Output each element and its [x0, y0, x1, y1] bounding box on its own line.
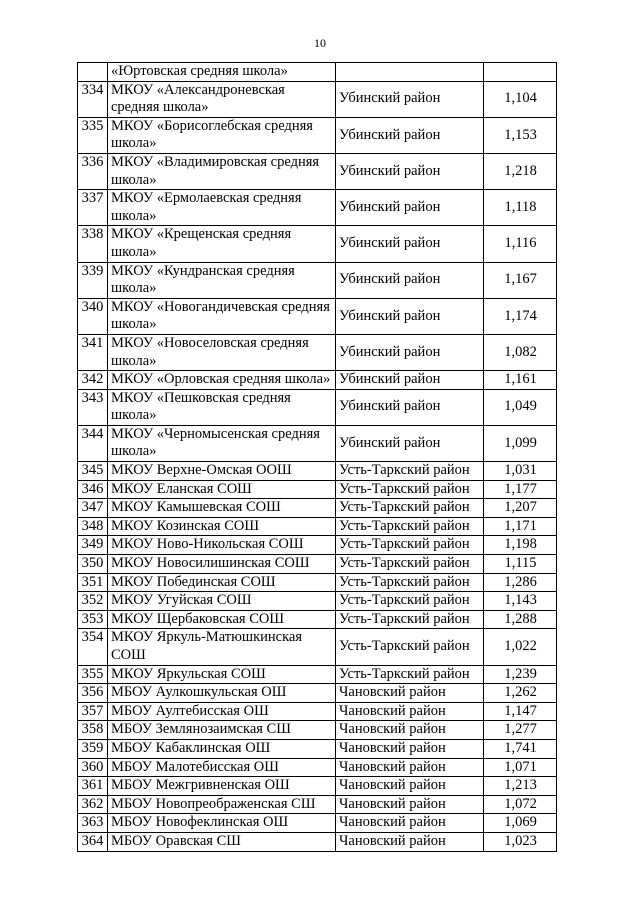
row-number: 360 — [78, 758, 108, 777]
row-number: 340 — [78, 298, 108, 334]
table-row — [78, 117, 557, 153]
school-name: МКОУ «Пешковская средняя школа» — [108, 389, 336, 425]
school-name: МКОУ «Александроневская средняя школа» — [108, 81, 336, 117]
coefficient-value: 1,213 — [484, 777, 557, 796]
row-number: 336 — [78, 153, 108, 189]
coefficient-value: 1,023 — [484, 832, 557, 851]
district-name: Убинский район — [336, 226, 484, 262]
district-name: Убинский район — [336, 117, 484, 153]
district-name: Усть-Таркский район — [336, 480, 484, 499]
row-number: 363 — [78, 814, 108, 833]
district-name: Усть-Таркский район — [336, 499, 484, 518]
district-name: Усть-Таркский район — [336, 536, 484, 555]
district-name: Чановский район — [336, 721, 484, 740]
table-row — [78, 462, 557, 481]
row-number: 338 — [78, 226, 108, 262]
table-row — [78, 334, 557, 370]
coefficient-value: 1,099 — [484, 425, 557, 461]
row-number: 354 — [78, 629, 108, 665]
row-number: 350 — [78, 555, 108, 574]
table-row — [78, 684, 557, 703]
district-name: Усть-Таркский район — [336, 555, 484, 574]
school-name: МКОУ «Борисоглебская средняя школа» — [108, 117, 336, 153]
coefficient-value: 1,022 — [484, 629, 557, 665]
coefficient-value: 1,207 — [484, 499, 557, 518]
table-row — [78, 721, 557, 740]
school-name: МКОУ «Владимировская средняя школа» — [108, 153, 336, 189]
table-row — [78, 63, 557, 82]
school-name: МКОУ Яркуль-Матюшкинская СОШ — [108, 629, 336, 665]
school-name: МБОУ Новопреображенская СШ — [108, 795, 336, 814]
row-number: 334 — [78, 81, 108, 117]
table-row — [78, 480, 557, 499]
row-number: 353 — [78, 610, 108, 629]
school-name: МКОУ Угуйская СОШ — [108, 592, 336, 611]
school-name: МКОУ «Ермолаевская средняя школа» — [108, 190, 336, 226]
school-name: МКОУ «Новогандичевская средняя школа» — [108, 298, 336, 334]
row-number: 359 — [78, 739, 108, 758]
row-number: 351 — [78, 573, 108, 592]
school-name: МБОУ Кабаклинская ОШ — [108, 739, 336, 758]
school-name: МБОУ Межгривненская ОШ — [108, 777, 336, 796]
schools-table — [77, 62, 557, 852]
table-row — [78, 665, 557, 684]
school-name: МКОУ «Орловская средняя школа» — [108, 371, 336, 390]
school-name: МБОУ Оравская СШ — [108, 832, 336, 851]
table-row — [78, 262, 557, 298]
district-name: Убинский район — [336, 262, 484, 298]
table-row — [78, 702, 557, 721]
row-number: 347 — [78, 499, 108, 518]
school-name: МКОУ «Новоселовская средняя школа» — [108, 334, 336, 370]
coefficient-value: 1,288 — [484, 610, 557, 629]
district-name: Усть-Таркский район — [336, 665, 484, 684]
coefficient-value: 1,218 — [484, 153, 557, 189]
row-number: 345 — [78, 462, 108, 481]
school-name: МКОУ Новосилишинская СОШ — [108, 555, 336, 574]
coefficient-value: 1,071 — [484, 758, 557, 777]
school-name: МБОУ Малотебисская ОШ — [108, 758, 336, 777]
table-row — [78, 190, 557, 226]
coefficient-value: 1,198 — [484, 536, 557, 555]
district-name: Убинский район — [336, 298, 484, 334]
table-row — [78, 758, 557, 777]
row-number: 343 — [78, 389, 108, 425]
coefficient-value: 1,167 — [484, 262, 557, 298]
school-name: МКОУ «Черномысенская средняя школа» — [108, 425, 336, 461]
school-name: МКОУ Еланская СОШ — [108, 480, 336, 499]
coefficient-value — [484, 63, 557, 82]
row-number: 337 — [78, 190, 108, 226]
coefficient-value: 1,161 — [484, 371, 557, 390]
coefficient-value: 1,286 — [484, 573, 557, 592]
district-name: Усть-Таркский район — [336, 610, 484, 629]
school-name: МКОУ Камышевская СОШ — [108, 499, 336, 518]
school-name: МБОУ Новофеклинская ОШ — [108, 814, 336, 833]
row-number: 341 — [78, 334, 108, 370]
table-row — [78, 517, 557, 536]
school-name: МКОУ «Крещенская средняя школа» — [108, 226, 336, 262]
coefficient-value: 1,069 — [484, 814, 557, 833]
row-number: 342 — [78, 371, 108, 390]
district-name: Чановский район — [336, 832, 484, 851]
district-name — [336, 63, 484, 82]
row-number: 339 — [78, 262, 108, 298]
row-number: 361 — [78, 777, 108, 796]
table-row — [78, 610, 557, 629]
district-name: Чановский район — [336, 795, 484, 814]
coefficient-value: 1,239 — [484, 665, 557, 684]
district-name: Усть-Таркский район — [336, 462, 484, 481]
school-name: МКОУ «Кундранская средняя школа» — [108, 262, 336, 298]
coefficient-value: 1,072 — [484, 795, 557, 814]
district-name: Чановский район — [336, 758, 484, 777]
district-name: Усть-Таркский район — [336, 517, 484, 536]
row-number: 358 — [78, 721, 108, 740]
row-number: 357 — [78, 702, 108, 721]
table-row — [78, 536, 557, 555]
coefficient-value: 1,143 — [484, 592, 557, 611]
coefficient-value: 1,171 — [484, 517, 557, 536]
district-name: Чановский район — [336, 684, 484, 703]
coefficient-value: 1,262 — [484, 684, 557, 703]
coefficient-value: 1,118 — [484, 190, 557, 226]
row-number: 355 — [78, 665, 108, 684]
school-name: МБОУ Аулкошкульская ОШ — [108, 684, 336, 703]
table-row — [78, 777, 557, 796]
table-row — [78, 832, 557, 851]
row-number: 348 — [78, 517, 108, 536]
school-name: МКОУ Верхне-Омская ООШ — [108, 462, 336, 481]
row-number: 362 — [78, 795, 108, 814]
coefficient-value: 1,082 — [484, 334, 557, 370]
coefficient-value: 1,116 — [484, 226, 557, 262]
school-name: МБОУ Аултебисская ОШ — [108, 702, 336, 721]
district-name: Усть-Таркский район — [336, 573, 484, 592]
table-row — [78, 814, 557, 833]
coefficient-value: 1,115 — [484, 555, 557, 574]
district-name: Убинский район — [336, 190, 484, 226]
table-row — [78, 371, 557, 390]
table-row — [78, 389, 557, 425]
district-name: Чановский район — [336, 814, 484, 833]
table-row — [78, 739, 557, 758]
school-name: МКОУ Побединская СОШ — [108, 573, 336, 592]
coefficient-value: 1,104 — [484, 81, 557, 117]
district-name: Убинский район — [336, 81, 484, 117]
district-name: Убинский район — [336, 425, 484, 461]
schools-table-body — [78, 63, 557, 852]
table-row — [78, 81, 557, 117]
coefficient-value: 1,153 — [484, 117, 557, 153]
school-name: МКОУ Козинская СОШ — [108, 517, 336, 536]
row-number: 349 — [78, 536, 108, 555]
table-row — [78, 629, 557, 665]
row-number — [78, 63, 108, 82]
coefficient-value: 1,277 — [484, 721, 557, 740]
row-number: 346 — [78, 480, 108, 499]
coefficient-value: 1,147 — [484, 702, 557, 721]
school-name: МКОУ Яркульская СОШ — [108, 665, 336, 684]
district-name: Чановский район — [336, 739, 484, 758]
row-number: 335 — [78, 117, 108, 153]
district-name: Убинский район — [336, 334, 484, 370]
coefficient-value: 1,177 — [484, 480, 557, 499]
table-row — [78, 795, 557, 814]
row-number: 352 — [78, 592, 108, 611]
district-name: Чановский район — [336, 777, 484, 796]
row-number: 344 — [78, 425, 108, 461]
school-name: «Юртовская средняя школа» — [108, 63, 336, 82]
district-name: Чановский район — [336, 702, 484, 721]
school-name: МКОУ Щербаковская СОШ — [108, 610, 336, 629]
district-name: Убинский район — [336, 371, 484, 390]
table-row — [78, 592, 557, 611]
row-number: 356 — [78, 684, 108, 703]
school-name: МБОУ Землянозаимская СШ — [108, 721, 336, 740]
district-name: Усть-Таркский район — [336, 629, 484, 665]
district-name: Усть-Таркский район — [336, 592, 484, 611]
coefficient-value: 1,741 — [484, 739, 557, 758]
page-number: 10 — [314, 36, 326, 50]
row-number: 364 — [78, 832, 108, 851]
district-name: Убинский район — [336, 389, 484, 425]
district-name: Убинский район — [336, 153, 484, 189]
table-row — [78, 499, 557, 518]
table-row — [78, 573, 557, 592]
table-row — [78, 153, 557, 189]
school-name: МКОУ Ново-Никольская СОШ — [108, 536, 336, 555]
table-row — [78, 425, 557, 461]
coefficient-value: 1,174 — [484, 298, 557, 334]
table-row — [78, 555, 557, 574]
coefficient-value: 1,031 — [484, 462, 557, 481]
table-row — [78, 226, 557, 262]
coefficient-value: 1,049 — [484, 389, 557, 425]
table-row — [78, 298, 557, 334]
